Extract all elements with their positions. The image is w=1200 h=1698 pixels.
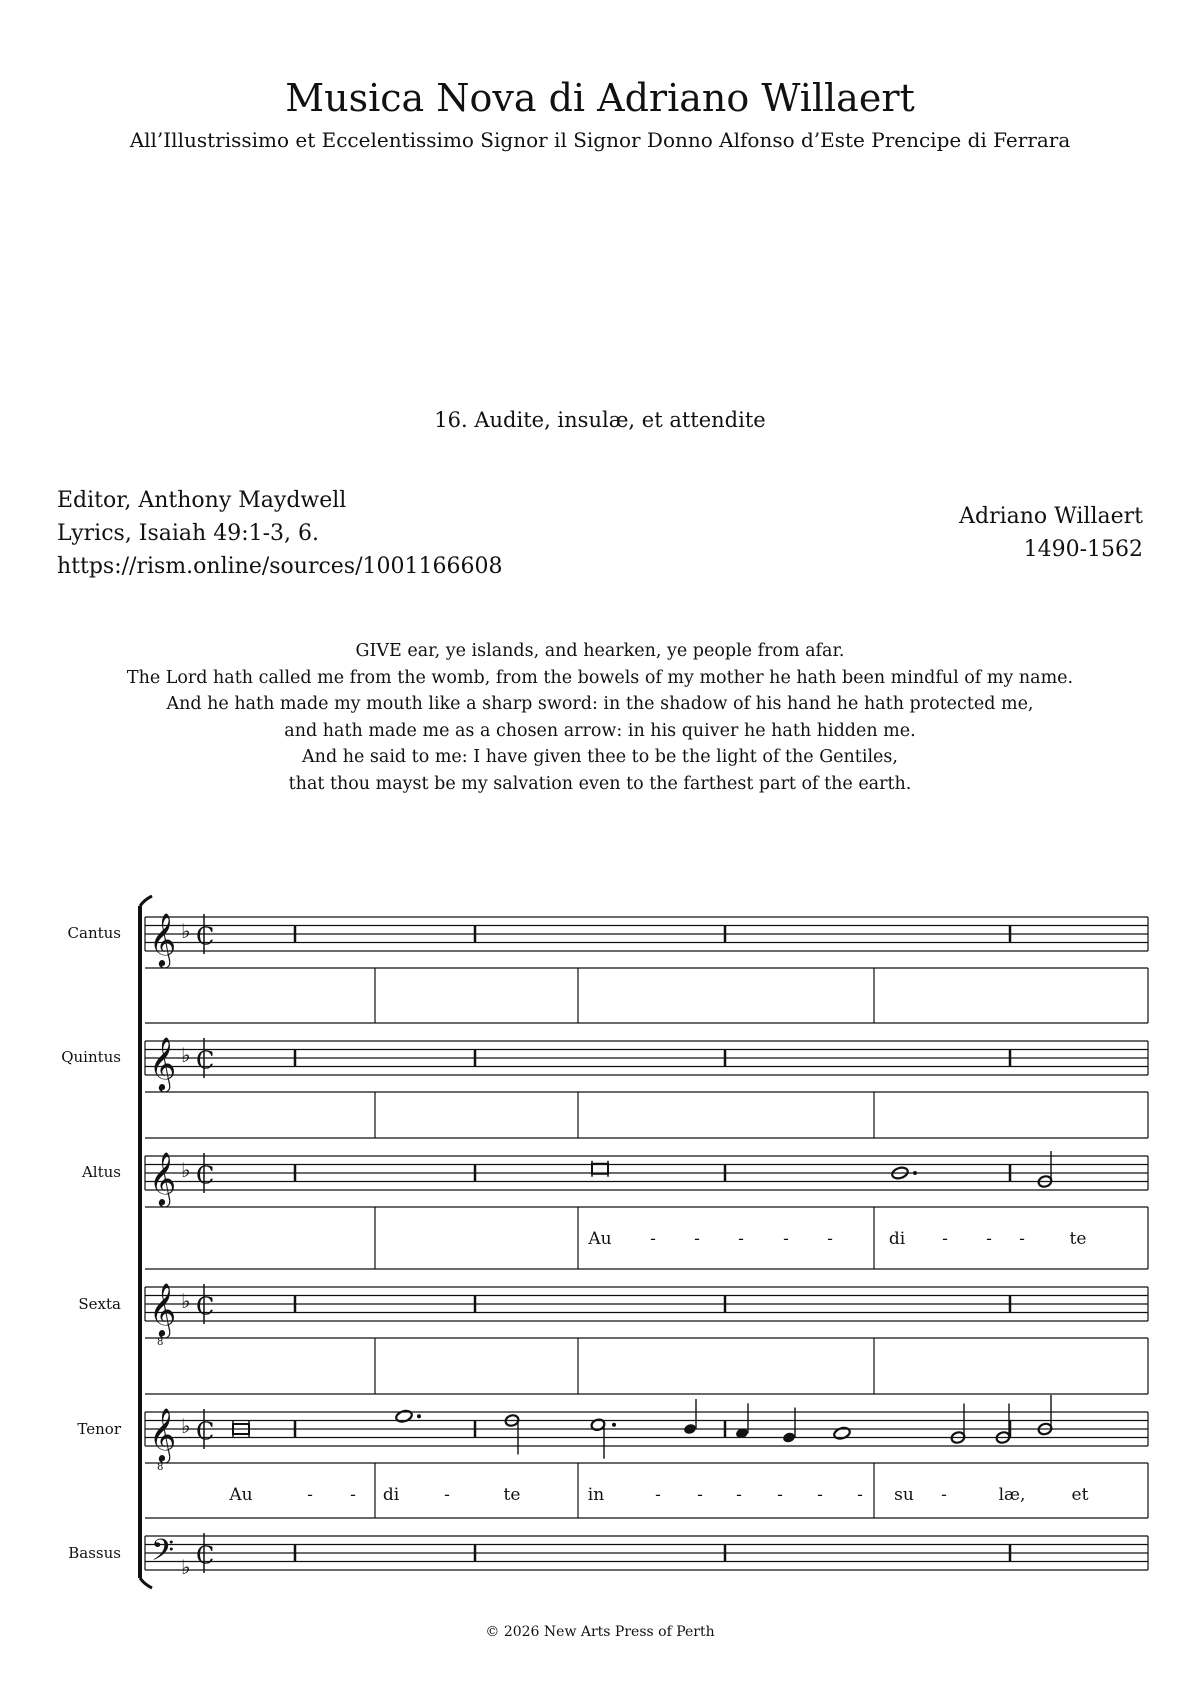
part-label-cantus: Cantus	[67, 924, 121, 942]
cut-time-icon: C	[196, 1046, 215, 1075]
lyric-hyphen: -	[650, 1229, 656, 1249]
treble-clef-icon: 𝄞	[149, 912, 177, 966]
cut-time-icon: C	[196, 1541, 215, 1570]
tenor-quarter-note	[782, 1431, 796, 1443]
part-label-quintus: Quintus	[61, 1048, 121, 1066]
part-label-tenor: Tenor	[77, 1420, 121, 1438]
composer-dates: 1490-1562	[1023, 537, 1143, 562]
augmentation-dot	[612, 1423, 616, 1427]
lyric-hyphen: -	[350, 1485, 356, 1505]
lyric-hyphen: -	[1019, 1229, 1025, 1249]
tenor-whole-note	[395, 1409, 413, 1423]
lyric-syllable: su	[894, 1485, 914, 1505]
translation-line: and hath made me as a chosen arrow: in his quiver he hath hidden me.	[284, 720, 916, 741]
piece-title: 16. Audite, insulæ, et attendite	[434, 408, 766, 432]
cut-time-icon: C	[196, 1417, 215, 1446]
octave-marker: 8	[157, 1337, 164, 1348]
altus-breve-note	[592, 1164, 608, 1174]
lyric-hyphen: -	[817, 1485, 823, 1505]
lyric-syllable: læ,	[998, 1485, 1026, 1505]
editor-credit: Editor, Anthony Maydwell	[57, 488, 347, 513]
treble-clef-icon: 𝄞	[149, 1282, 177, 1336]
flat-icon: ♭	[181, 1555, 191, 1579]
cut-time-icon: C	[196, 922, 215, 951]
flat-icon: ♭	[181, 1043, 191, 1067]
treble-clef-icon: 𝄞	[149, 1151, 177, 1205]
translation-line: that thou mayst be my salvation even to the farthest part of the earth.	[288, 773, 912, 794]
flat-icon: ♭	[181, 1158, 191, 1182]
lyric-syllable: Au	[229, 1485, 253, 1505]
lyric-hyphen: -	[986, 1229, 992, 1249]
cut-time-icon: C	[196, 1292, 215, 1321]
tenor-quarter-note	[683, 1423, 697, 1435]
augmentation-dot	[913, 1171, 917, 1175]
lyric-hyphen: -	[738, 1229, 744, 1249]
octave-marker: 8	[157, 1462, 164, 1473]
lyric-hyphen: -	[655, 1485, 661, 1505]
lyric-hyphen: -	[697, 1485, 703, 1505]
lyric-hyphen: -	[783, 1229, 789, 1249]
bass-clef-icon: 𝄢	[151, 1534, 175, 1575]
lyric-hyphen: -	[777, 1485, 783, 1505]
translation-line: GIVE ear, ye islands, and hearken, ye people from afar.	[355, 641, 845, 661]
dedication-subtitle: All’Illustrissimo et Eccelentissimo Signor il Signor Donno Alfonso d’Este Prencipe di Ferrara	[129, 128, 1071, 152]
cut-time-icon: C	[196, 1161, 215, 1190]
copyright-notice: © 2026 New Arts Press of Perth	[485, 1624, 715, 1640]
lyric-hyphen: -	[827, 1229, 833, 1249]
treble-clef-icon: 𝄞	[149, 1036, 177, 1090]
lyric-syllable: in	[587, 1485, 605, 1505]
translation-line: And he hath made my mouth like a sharp sword: in the shadow of his hand he hath protected me,	[166, 694, 1034, 714]
lyric-syllable: Au	[588, 1229, 612, 1249]
flat-icon: ♭	[181, 1414, 191, 1438]
composer-name: Adriano Willaert	[959, 504, 1143, 529]
translation-line: The Lord hath called me from the womb, from the bowels of my mother he hath been mindful of my name.	[126, 667, 1074, 688]
bracket-bottom-hook	[140, 1578, 152, 1588]
tenor-whole-note	[833, 1426, 851, 1440]
lyrics-source: Lyrics, Isaiah 49:1-3, 6.	[57, 521, 320, 546]
source-link[interactable]: https://rism.online/sources/1001166608	[57, 554, 503, 579]
lyric-hyphen: -	[736, 1485, 742, 1505]
part-label-altus: Altus	[81, 1163, 121, 1181]
lyric-syllable: di	[382, 1485, 400, 1505]
lyric-hyphen: -	[942, 1229, 948, 1249]
part-label-sexta: Sexta	[78, 1295, 121, 1313]
part-label-bassus: Bassus	[68, 1544, 121, 1562]
augmentation-dot	[417, 1414, 421, 1418]
lyric-hyphen: -	[694, 1229, 700, 1249]
treble-clef-icon: 𝄞	[149, 1407, 177, 1461]
lyric-syllable: te	[503, 1485, 521, 1505]
lyric-syllable: te	[1069, 1229, 1087, 1249]
lyric-syllable: et	[1071, 1485, 1089, 1505]
lyric-hyphen: -	[444, 1485, 450, 1505]
lyric-syllable: di	[888, 1229, 906, 1249]
bracket-top-hook	[140, 896, 152, 906]
flat-icon: ♭	[181, 1289, 191, 1313]
flat-icon: ♭	[181, 919, 191, 943]
collection-title: Musica Nova di Adriano Willaert	[285, 76, 915, 120]
translation-line: And he said to me: I have given thee to be the light of the Gentiles,	[302, 747, 898, 767]
lyric-hyphen: -	[307, 1485, 313, 1505]
lyric-hyphen: -	[941, 1485, 947, 1505]
lyric-hyphen: -	[857, 1485, 863, 1505]
